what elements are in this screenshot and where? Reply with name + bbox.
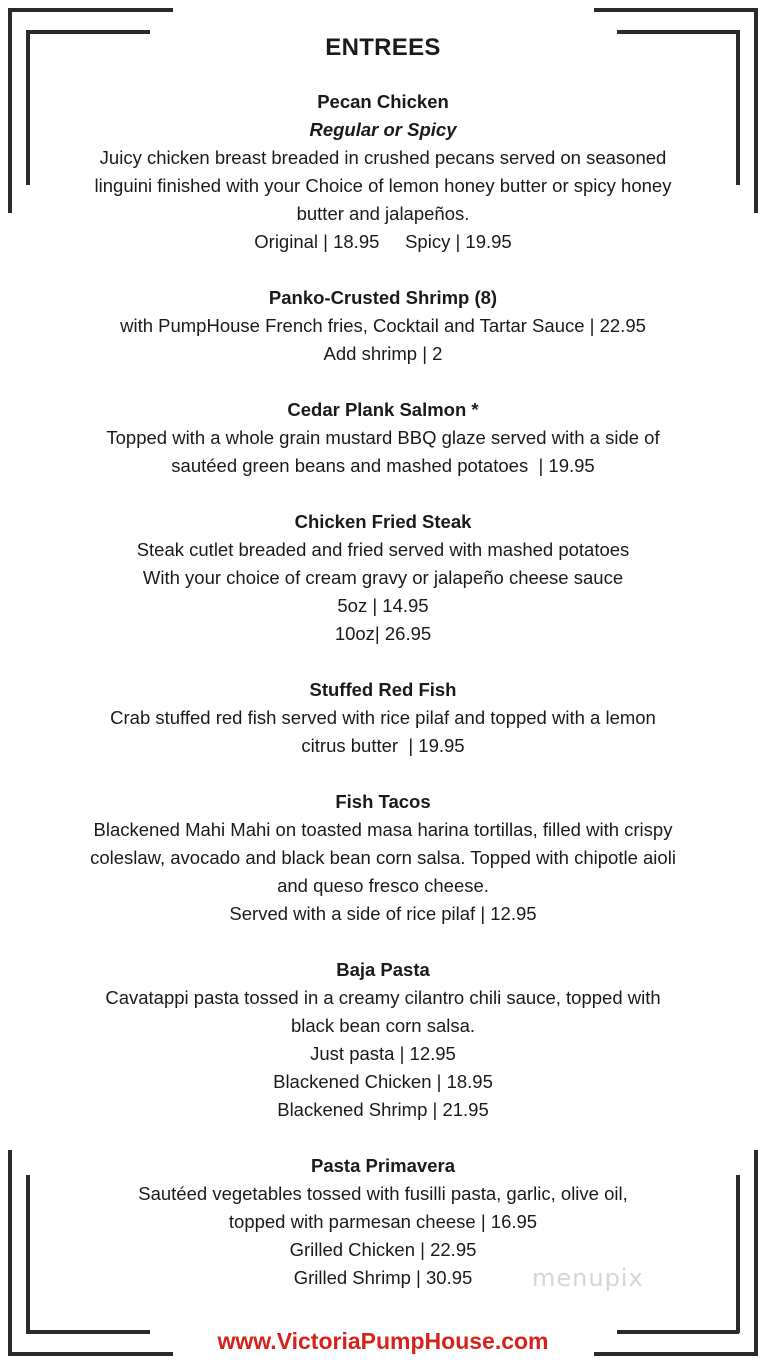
menu-item-description-line: with PumpHouse French fries, Cocktail and Tartar Sauce | 22.95 [120,315,646,336]
menu-item-name: Cedar Plank Salmon * [287,399,479,420]
menu-item-description-line: and queso fresco cheese. [277,875,489,896]
menu-item-description-line: 5oz | 14.95 [337,595,429,616]
menu-item-name: Baja Pasta [336,959,430,980]
page-title: ENTREES [325,34,441,61]
menu-item-description-line: coleslaw, avocado and black bean corn salsa. Topped with chipotle aioli [90,847,676,868]
menu-item-description-line: Grilled Chicken | 22.95 [289,1239,477,1260]
menu-item-description-line: Served with a side of rice pilaf | 12.95 [229,903,537,924]
menu-item-description-line: Blackened Shrimp | 21.95 [277,1099,489,1120]
menu-item [40,88,726,256]
menu-item-description-line: citrus butter | 19.95 [301,735,465,756]
menu-item [40,508,726,648]
menu-item-description-line: Grilled Shrimp | 30.95 [293,1267,473,1288]
menu-item-name: Pasta Primavera [311,1155,455,1176]
entree-list [40,88,726,1320]
menu-item [40,284,726,368]
menu-item-description-line: Just pasta | 12.95 [310,1043,456,1064]
menu-item-description-line: Juicy chicken breast breaded in crushed pecans served on seasoned [99,147,667,168]
menu-item-description-line: Blackened Mahi Mahi on toasted masa harina tortillas, filled with crispy [93,819,673,840]
menu-item-description-line: black bean corn salsa. [290,1015,476,1036]
menu-item-description-line: linguini finished with your Choice of lemon honey butter or spicy honey [94,175,672,196]
menu-item-description-line: Steak cutlet breaded and fried served with mashed potatoes [136,539,630,560]
menu-item-subtitle: Regular or Spicy [309,119,457,140]
menu-item-description-line: Topped with a whole grain mustard BBQ glaze served with a side of [106,427,660,448]
menu-item [40,396,726,480]
watermark: menupix [532,1264,644,1292]
website-link[interactable]: www.VictoriaPumpHouse.com [217,1328,549,1354]
menu-item-description-line: Cavatappi pasta tossed in a creamy cilantro chili sauce, topped with [105,987,661,1008]
menu-item-description-line: Add shrimp | 2 [323,343,443,364]
menu-item [40,788,726,928]
menu-item-name: Chicken Fried Steak [294,511,472,532]
menu-item-description-line: Crab stuffed red fish served with rice pilaf and topped with a lemon [110,707,656,728]
menu-item-name: Fish Tacos [335,791,431,812]
menu-item-description-line: Original | 18.95 Spicy | 19.95 [254,231,512,252]
menu-item-name: Stuffed Red Fish [309,679,457,700]
menu-item-description-line: 10oz| 26.95 [334,623,432,644]
menu-item-name: Pecan Chicken [317,91,449,112]
menu-item-description-line: butter and jalapeños. [296,203,470,224]
menu-item [40,676,726,760]
menu-item-description-line: sautéed green beans and mashed potatoes | 19.95 [171,455,595,476]
menu-item-description-line: With your choice of cream gravy or jalapeño cheese sauce [142,567,624,588]
menu-item-description-line: Sautéed vegetables tossed with fusilli pasta, garlic, olive oil, [138,1183,628,1204]
menu-item-description-line: Blackened Chicken | 18.95 [273,1071,493,1092]
menu-item [40,956,726,1124]
menu-item-name: Panko-Crusted Shrimp (8) [268,287,498,308]
menu-item-description-line: topped with parmesan cheese | 16.95 [228,1211,538,1232]
